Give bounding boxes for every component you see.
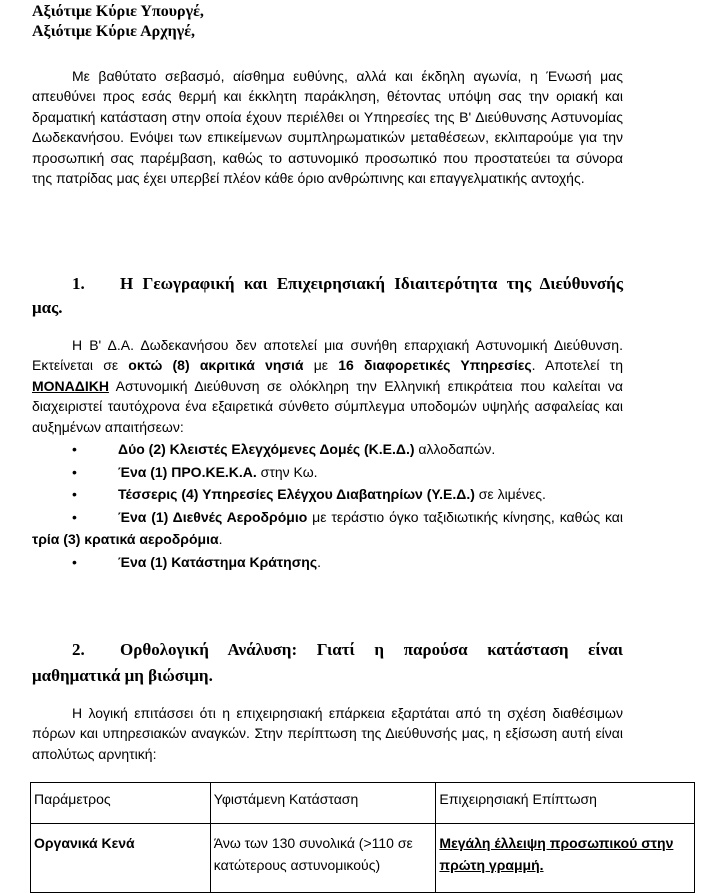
section1-islands: οκτώ (8) ακριτικά νησιά bbox=[128, 357, 304, 374]
section1-number: 1. bbox=[72, 274, 85, 293]
facilities-list bbox=[32, 438, 623, 573]
section1-heading-cont bbox=[32, 296, 623, 320]
list-item-text: . bbox=[317, 553, 322, 570]
table-cell-parameter: Οργανικά Κενά bbox=[31, 824, 211, 893]
bullet-icon: • bbox=[72, 441, 77, 457]
list-item-bold: τρία (3) κρατικά αεροδρόμια bbox=[32, 531, 219, 547]
section2-heading bbox=[32, 638, 623, 662]
list-item-bold: Δύο (2) Κλειστές Ελεγχόμενες Δομές (Κ.Ε.Δ.) bbox=[118, 441, 415, 457]
list-item bbox=[32, 483, 623, 506]
bullet-icon: • bbox=[72, 463, 77, 480]
table-cell-impact: Μεγάλη έλλειψη προσωπικού στην πρώτη γραμμή. bbox=[436, 824, 695, 893]
section1-unique: ΜΟΝΑΔΙΚΗ bbox=[32, 377, 109, 394]
list-item-text: στην Κω. bbox=[256, 463, 318, 480]
list-item bbox=[32, 506, 623, 551]
list-item-bold: Ένα (1) ΠΡΟ.ΚΕ.Κ.Α. bbox=[118, 463, 257, 480]
list-item-bold: Τέσσερις (4) Υπηρεσίες Ελέγχου Διαβατηρίων (Υ.Ε.Δ.) bbox=[118, 486, 475, 502]
table-header-cell: Παράμετρος bbox=[31, 783, 211, 824]
section1-text: Η Β' Δ.Α. Δωδεκανήσου δεν αποτελεί μια συνήθη επαρχιακή Αστυνομική Διεύθυνση. Εκτείνεται σε bbox=[32, 337, 623, 374]
section1-text: Αστυνομική Διεύθυνση σε ολόκληρη την Ελληνική επικράτεια που καλείται να διαχειριστεί ταυτόχρονα ένα εξαιρετικά σύνθετο σύμπλεγμα υποδομών υψηλής ασφαλείας και αυξημένων απαιτήσεων: bbox=[32, 377, 623, 435]
bullet-icon: • bbox=[72, 508, 77, 525]
section1-text: με bbox=[303, 357, 339, 374]
section1-paragraph bbox=[32, 335, 623, 437]
section2-paragraph: Η λογική επιτάσσει ότι η επιχειρησιακή επάρκεια εξαρτάται από τη σχέση διαθέσιμων πόρων και υπηρεσιακών αναγκών. Στην περίπτωση της Διεύθυνσής μας, η εξίσωση αυτή είναι απολύτως αρνητική: bbox=[32, 705, 623, 762]
section2-heading-cont bbox=[32, 664, 623, 688]
list-item-text: αλλοδαπών. bbox=[414, 441, 496, 457]
list-item bbox=[32, 438, 623, 461]
list-item-bold: Ένα (1) Κατάστημα Κράτησης bbox=[118, 553, 318, 570]
section1-text: . Αποτελεί τη bbox=[531, 357, 623, 374]
table-header-row bbox=[31, 783, 695, 824]
bullet-icon: • bbox=[72, 553, 77, 570]
list-item-text: σε λιμένες. bbox=[474, 486, 546, 502]
list-item bbox=[32, 461, 623, 484]
analysis-table bbox=[30, 782, 695, 893]
section2-number: 2. bbox=[72, 640, 85, 659]
intro-paragraph: Με βαθύτατο σεβασμό, αίσθημα ευθύνης, αλλά και έκδηλη αγωνία, η Ένωσή μας απευθύνει προς εσάς θερμή και έκκλητη παράκληση, θέτοντας υπόψη σας την οριακή και δραματική κατάσταση στην οποία έχουν περιέλθει οι Υπηρεσίες της Β' Διεύθυνσης Αστυνομίας Δωδεκανήσου. Ενόψει των επικείμενων συμπληρωματικών μεταθέσεων, εκλιπαρούμε για την προσωπική σας παρέμβαση, καθώς το αστυνομικό προσωπικό που προστατεύει τα σύνορα της πατρίδας μας έχει υπερβεί πλέον κάθε όριο ανθρώπινης και επαγγελματικής αντοχής. bbox=[32, 68, 623, 187]
table-cell-status: Άνω των 130 συνολικά (>110 σε κατώτερους αστυνομικούς) bbox=[210, 824, 436, 893]
list-item-text: . bbox=[218, 531, 223, 547]
salutation-minister: Αξιότιμε Κύριε Υπουργέ, bbox=[32, 3, 204, 20]
list-item bbox=[32, 551, 623, 574]
salutation-chief: Αξιότιμε Κύριε Αρχηγέ, bbox=[32, 23, 196, 40]
section2-title-line2: μαθηματικά μη βιώσιμη. bbox=[32, 666, 213, 685]
table-header-cell: Επιχειρησιακή Επίπτωση bbox=[436, 783, 695, 824]
section1-services: 16 διαφορετικές Υπηρεσίες bbox=[338, 357, 532, 374]
list-item-bold: Ένα (1) Διεθνές Αεροδρόμιο bbox=[118, 508, 308, 525]
section2-title-line1: Ορθολογική Ανάλυση: Γιατί η παρούσα κατάσταση είναι bbox=[120, 640, 623, 659]
bullet-icon: • bbox=[72, 486, 77, 502]
section1-title-line2: μας. bbox=[32, 298, 63, 317]
table-row bbox=[31, 824, 695, 893]
section1-heading bbox=[32, 272, 623, 296]
list-item-text: με τεράστιο όγκο ταξιδιωτικής κίνησης, καθώς και bbox=[307, 508, 623, 525]
section1-title-line1: Η Γεωγραφική και Επιχειρησιακή Ιδιαιτερότητα της Διεύθυνσής bbox=[120, 274, 623, 293]
table-header-cell: Υφιστάμενη Κατάσταση bbox=[210, 783, 436, 824]
